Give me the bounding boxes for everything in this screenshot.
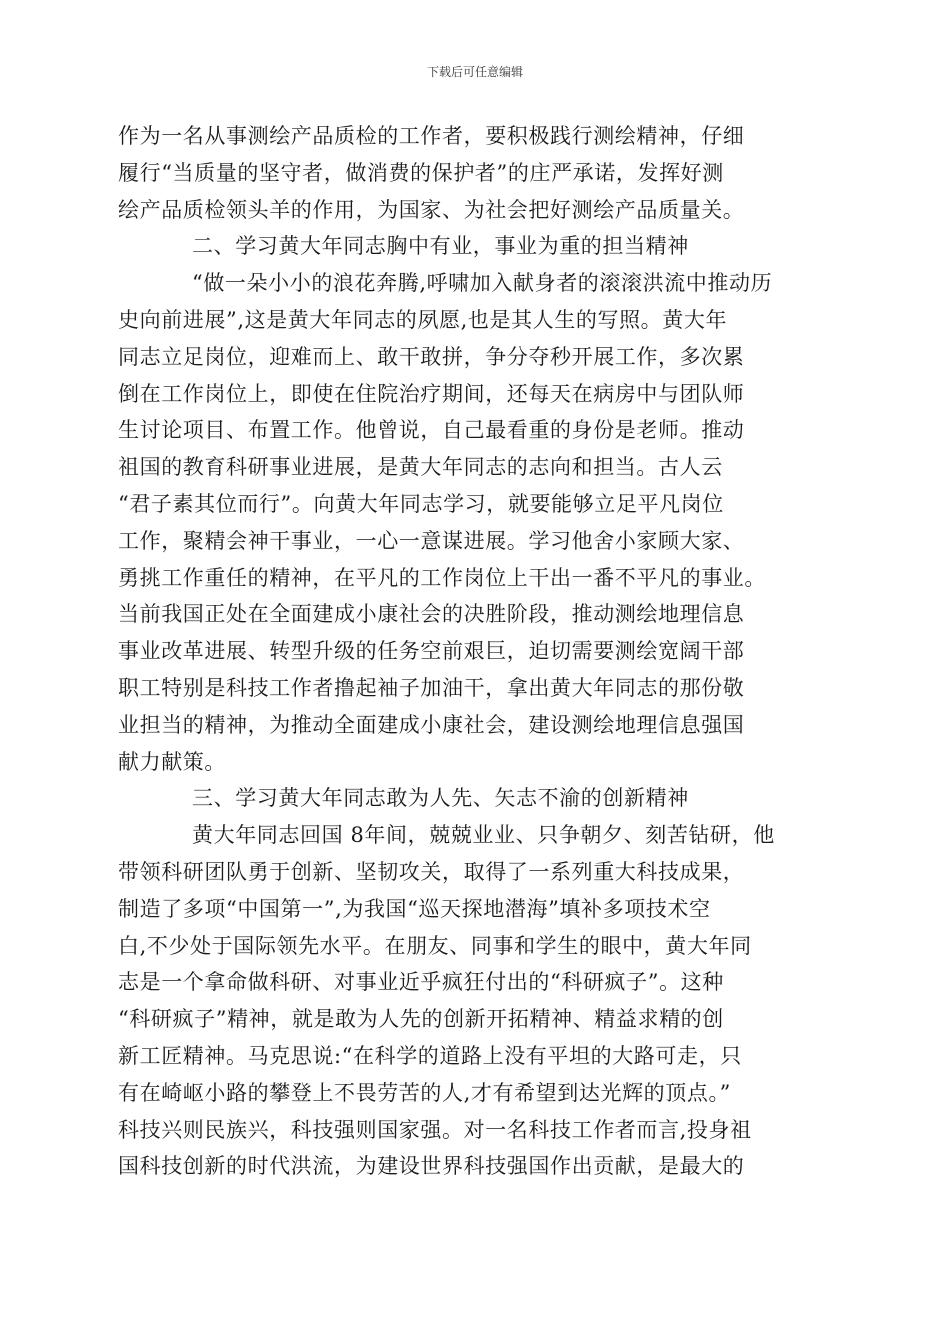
- section-heading-3: 三、学习黄大年同志敢为人先、矢志不渝的创新精神: [192, 786, 689, 811]
- body-line: 履行“当质量的坚守者，做消费的保护者”的庄严承诺，发挥好测: [118, 160, 724, 185]
- body-line: 国科技创新的时代洪流，为建设世界科技强国作出贡献，是最大的: [118, 1154, 745, 1179]
- body-line: 当前我国正处在全面建成小康社会的决胜阶段，推动测绘地理信息: [118, 602, 745, 627]
- body-line: 献力献策。: [118, 749, 226, 774]
- page-header: 下载后可任意编辑: [426, 65, 523, 79]
- body-line: 生讨论项目、布置工作。他曾说，自己最看重的身份是老师。推动: [118, 418, 745, 443]
- body-line: “君子素其位而行”。向黄大年同志学习，就要能够立足平凡岗位: [118, 491, 724, 516]
- body-line: 志是一个拿命做科研、对事业近乎疯狂付出的“科研疯子”。这种: [118, 970, 724, 995]
- section-heading-2: 二、学习黄大年同志胸中有业，事业为重的担当精神: [192, 234, 689, 259]
- body-line: 同志立足岗位，迎难而上、敢干敢拼，争分夺秒开展工作，多次累: [118, 344, 745, 369]
- body-line: 科技兴则民族兴，科技强则国家强。对一名科技工作者而言,投身祖: [118, 1117, 752, 1142]
- body-line: 白,不少处于国际领先水平。在朋友、同事和学生的眼中，黄大年同: [118, 933, 752, 958]
- body-line: 史向前进展”,这是黄大年同志的夙愿,也是其人生的写照。黄大年: [118, 307, 728, 332]
- document-body: [118, 118, 804, 1185]
- body-line: 有在崎岖小路的攀登上不畏劳苦的人,才有希望到达光辉的顶点。”: [118, 1080, 731, 1105]
- body-line: 带领科研团队勇于创新、坚韧攻关，取得了一系列重大科技成果，: [118, 859, 745, 884]
- body-line: 绘产品质检领头羊的作用，为国家、为社会把好测绘产品质量关。: [118, 197, 745, 222]
- body-line: 业担当的精神，为推动全面建成小康社会，建设测绘地理信息强国: [118, 712, 745, 737]
- body-line: 勇挑工作重任的精神，在平凡的工作岗位上干出一番不平凡的事业。: [118, 565, 766, 590]
- body-line: 事业改革进展、转型升级的任务空前艰巨，迫切需要测绘宽阔干部: [118, 639, 745, 664]
- body-line: 新工匠精神。马克思说:“在科学的道路上没有平坦的大路可走，只: [118, 1043, 742, 1068]
- body-line: 工作，聚精会神干事业，一心一意谋进展。学习他舍小家顾大家、: [118, 528, 745, 553]
- body-line: 祖国的教育科研事业进展，是黄大年同志的志向和担当。古人云: [118, 455, 723, 480]
- body-line: 黄大年同志回国 8年间，兢兢业业、只争朝夕、刻苦钻研，他: [192, 823, 775, 848]
- body-line: 职工特别是科技工作者撸起袖子加油干，拿出黄大年同志的那份敬: [118, 675, 745, 700]
- body-line: “科研疯子”精神，就是敢为人先的创新开拓精神、精益求精的创: [118, 1007, 724, 1032]
- body-line: 倒在工作岗位上，即使在住院治疗期间，还每天在病房中与团队师: [118, 381, 745, 406]
- body-line: 制造了多项“中国第一”,为我国“巡天探地潜海”填补多项技术空: [118, 896, 711, 921]
- body-line: 作为一名从事测绘产品质检的工作者，要积极践行测绘精神，仔细: [118, 124, 745, 148]
- body-line: “做一朵小小的浪花奔腾,呼啸加入献身者的滚滚洪流中推动历: [192, 271, 773, 296]
